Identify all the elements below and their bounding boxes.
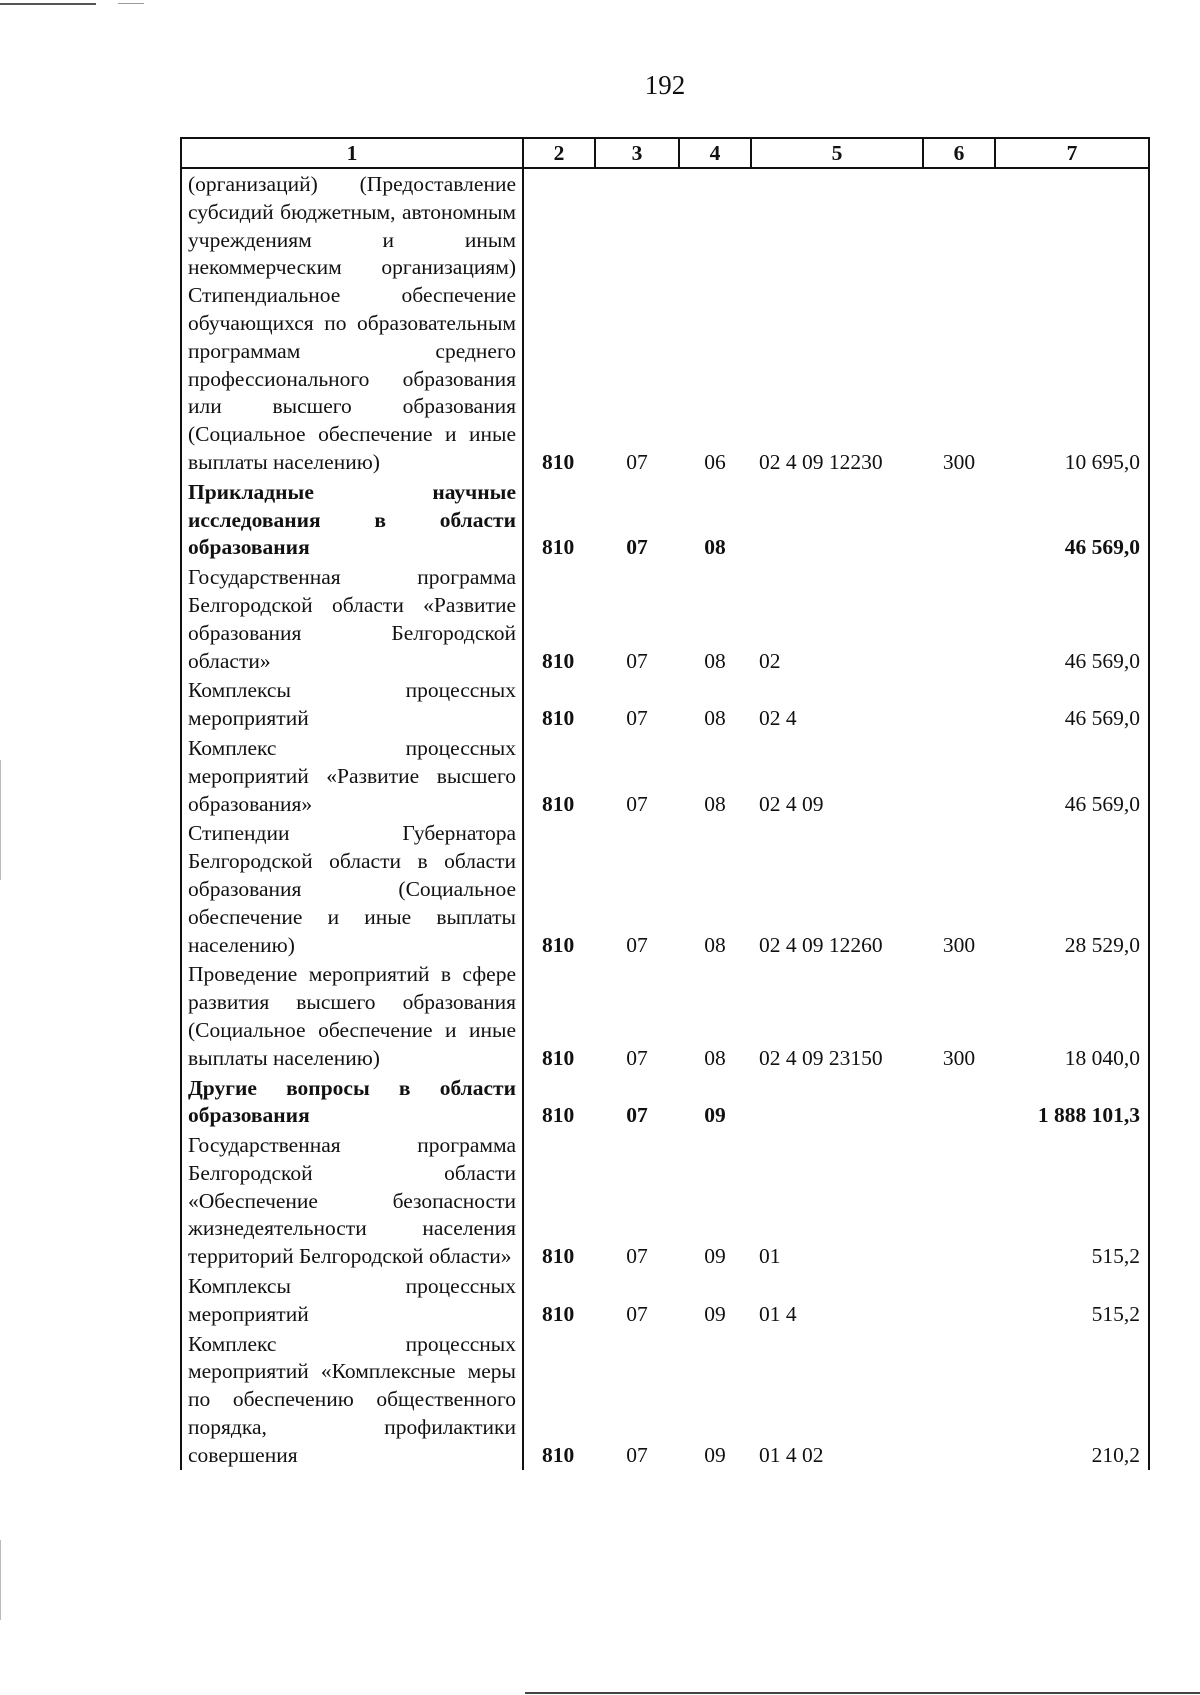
row-department-code: 810 [542,1045,575,1070]
row-subsection-code: 09 [704,1103,726,1128]
row-subsection-code: 08 [704,706,726,731]
row-description: Прикладные научные исследования в области образования [181,477,523,562]
row-expense-type-code [923,675,995,733]
row-target-article-code: 02 [759,648,781,673]
table-body [181,168,1149,1470]
row-amount: 46 569,0 [995,675,1149,733]
column-header: 2 [523,138,595,168]
row-section-code: 07 [626,932,648,957]
row-description: Стипендии Губернатора Белгородской области в области образования (Социальное обеспечение и иные выплаты населению) [181,818,523,959]
row-description: Комплекс процессных мероприятий «Развитие высшего образования» [181,733,523,818]
row-description: (организаций) (Предоставление субсидий бюджетным, автономным учреждениям и иным некоммерческим организациям) Стипендиальное обеспечение обучающихся по образовательным программам среднего профессионального образования или высшего образования (Социальное обеспечение и иные выплаты населению) [181,168,523,477]
scan-edge-mark [0,1540,1,1620]
row-department-code: 810 [542,1103,575,1128]
table-row [181,959,1149,1072]
row-expense-type-code: 300 [942,932,976,957]
row-amount: 1 888 101,3 [995,1073,1149,1131]
row-target-article-code: 01 4 [759,1301,797,1326]
row-description: Государственная программа Белгородской области «Обеспечение безопасности жизнедеятельности населения территорий Белгородской области» [181,1130,523,1271]
row-expense-type-code [923,562,995,675]
row-target-article-code: 01 4 02 [759,1442,824,1467]
table-row [181,818,1149,959]
row-subsection-code: 08 [704,648,726,673]
row-target-article-code: 02 4 09 12230 [759,449,883,474]
row-section-code: 07 [626,449,648,474]
row-target-article-code [751,477,923,562]
row-department-code: 810 [542,648,575,673]
scan-edge-mark [0,760,1,880]
row-department-code: 810 [542,535,575,560]
row-section-code: 07 [626,791,648,816]
table-row [181,675,1149,733]
row-department-code: 810 [542,1301,575,1326]
row-subsection-code: 09 [704,1442,726,1467]
scan-edge-mark [0,3,96,5]
row-amount: 28 529,0 [995,818,1149,959]
row-department-code: 810 [542,706,575,731]
row-expense-type-code [923,1271,995,1329]
row-description: Государственная программа Белгородской области «Развитие образования Белгородской области» [181,562,523,675]
table-row [181,1329,1149,1470]
row-amount: 46 569,0 [995,477,1149,562]
row-expense-type-code [923,733,995,818]
row-amount: 515,2 [995,1271,1149,1329]
row-department-code: 810 [542,1442,575,1467]
row-section-code: 07 [626,1442,648,1467]
row-subsection-code: 08 [704,932,726,957]
row-amount: 18 040,0 [995,959,1149,1072]
column-header: 4 [679,138,751,168]
row-description: Проведение мероприятий в сфере развития высшего образования (Социальное обеспечение и иные выплаты населению) [181,959,523,1072]
row-amount: 10 695,0 [995,168,1149,477]
row-section-code: 07 [626,535,648,560]
row-expense-type-code [923,477,995,562]
column-header: 6 [923,138,995,168]
row-section-code: 07 [626,1045,648,1070]
column-header: 7 [995,138,1149,168]
table-row [181,733,1149,818]
row-department-code: 810 [542,791,575,816]
row-amount: 46 569,0 [995,733,1149,818]
row-expense-type-code: 300 [942,449,976,474]
table-row [181,1271,1149,1329]
row-description: Комплексы процессных мероприятий [181,675,523,733]
row-target-article-code: 02 4 09 12260 [759,932,883,957]
scan-edge-mark [525,1692,1200,1694]
row-department-code: 810 [542,932,575,957]
row-description: Комплексы процессных мероприятий [181,1271,523,1329]
row-description: Комплекс процессных мероприятий «Комплексные меры по обеспечению общественного порядка, профилактики совершения [181,1329,523,1470]
row-subsection-code: 09 [704,1244,726,1269]
row-department-code: 810 [542,449,575,474]
row-target-article-code: 02 4 [759,706,797,731]
row-section-code: 07 [626,706,648,731]
row-subsection-code: 08 [704,791,726,816]
row-description: Другие вопросы в области образования [181,1073,523,1131]
table-row [181,562,1149,675]
table-row [181,1073,1149,1131]
row-section-code: 07 [626,1301,648,1326]
row-expense-type-code: 300 [942,1045,976,1070]
table-row [181,168,1149,477]
column-header: 5 [751,138,923,168]
row-target-article-code [751,1073,923,1131]
budget-table [180,137,1150,1470]
column-header: 1 [181,138,523,168]
row-expense-type-code [923,1130,995,1271]
table-row [181,477,1149,562]
row-amount: 515,2 [995,1130,1149,1271]
row-amount: 210,2 [995,1329,1149,1470]
row-target-article-code: 01 [759,1244,781,1269]
row-department-code: 810 [542,1244,575,1269]
row-target-article-code: 02 4 09 23150 [759,1045,883,1070]
row-expense-type-code [923,1329,995,1470]
row-section-code: 07 [626,1244,648,1269]
scan-edge-mark [118,3,144,4]
row-amount: 46 569,0 [995,562,1149,675]
row-section-code: 07 [626,648,648,673]
row-section-code: 07 [626,1103,648,1128]
row-subsection-code: 09 [704,1301,726,1326]
table-header-row [181,138,1149,168]
row-expense-type-code [923,1073,995,1131]
row-subsection-code: 08 [704,1045,726,1070]
table-row [181,1130,1149,1271]
row-target-article-code: 02 4 09 [759,791,824,816]
column-header: 3 [595,138,679,168]
row-subsection-code: 08 [704,535,726,560]
row-subsection-code: 06 [704,449,726,474]
page-number: 192 [644,70,686,100]
